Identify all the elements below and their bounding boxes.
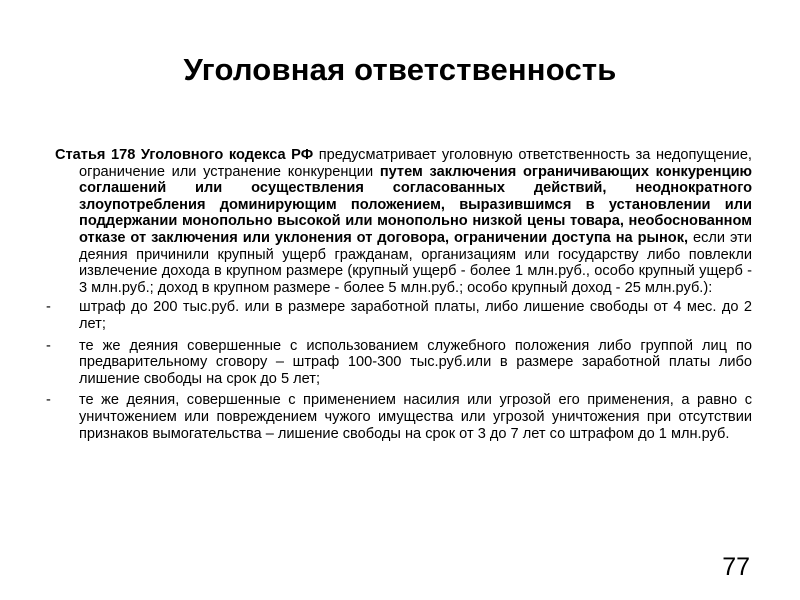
slide-body (0, 147, 800, 442)
list-item (46, 337, 752, 388)
intro-text-2: если эти деяния причинили крупный ущерб гражданам, организациям или государству либо повлекли извлечение дохода в крупном размере (крупный ущерб - более 1 млн.руб., особо крупный ущерб - 3 млн.руб.; доход в крупном размере - более 5 млн.руб.; особо крупный доход - 25 млн.руб.): (79, 229, 752, 296)
article-reference: Статья 178 Уголовного кодекса РФ (55, 147, 314, 163)
list-marker: - (46, 392, 51, 409)
intro-text-1: предусматривает уголовную ответственность за недопущение, ограничение или устранение конкуренции (79, 147, 752, 180)
list-item (46, 392, 752, 442)
intro-paragraph (55, 147, 753, 296)
list-marker: - (46, 337, 51, 354)
page-number: 77 (722, 553, 750, 581)
list-item (46, 299, 752, 332)
list-item-text: штраф до 200 тыс.руб. или в размере заработной платы, либо лишение свободы от 4 мес. до 2 лет; (79, 299, 752, 332)
list-item-text: те же деяния, совершенные с применением насилия или угрозой его применения, а равно с уничтожением или повреждением чужого имущества или угрозой уничтожения при отсутствии признаков вымогательства – лишение свободы на срок от 3 до 7 лет со штрафом до 1 млн.руб. (79, 392, 752, 442)
slide-title: Уголовная ответственность (183, 52, 617, 87)
intro-bold-text: путем заключения ограничивающих конкуренцию соглашений или осуществления согласованных действий, неоднократного злоупотребления доминирующим положением, выразившимся в установлении или поддержании монопольно высокой или монопольно низкой цены товара, необоснованном отказе от заключения или уклонения от договора, ограничении доступа на рынок, (79, 163, 753, 246)
list-item-text: те же деяния совершенные с использованием служебного положения либо группой лиц по предварительному сговору – штраф 100-300 тыс.руб.или в размере заработной платы либо лишение свободы на срок до 5 лет; (79, 337, 752, 387)
list-marker: - (46, 299, 51, 316)
